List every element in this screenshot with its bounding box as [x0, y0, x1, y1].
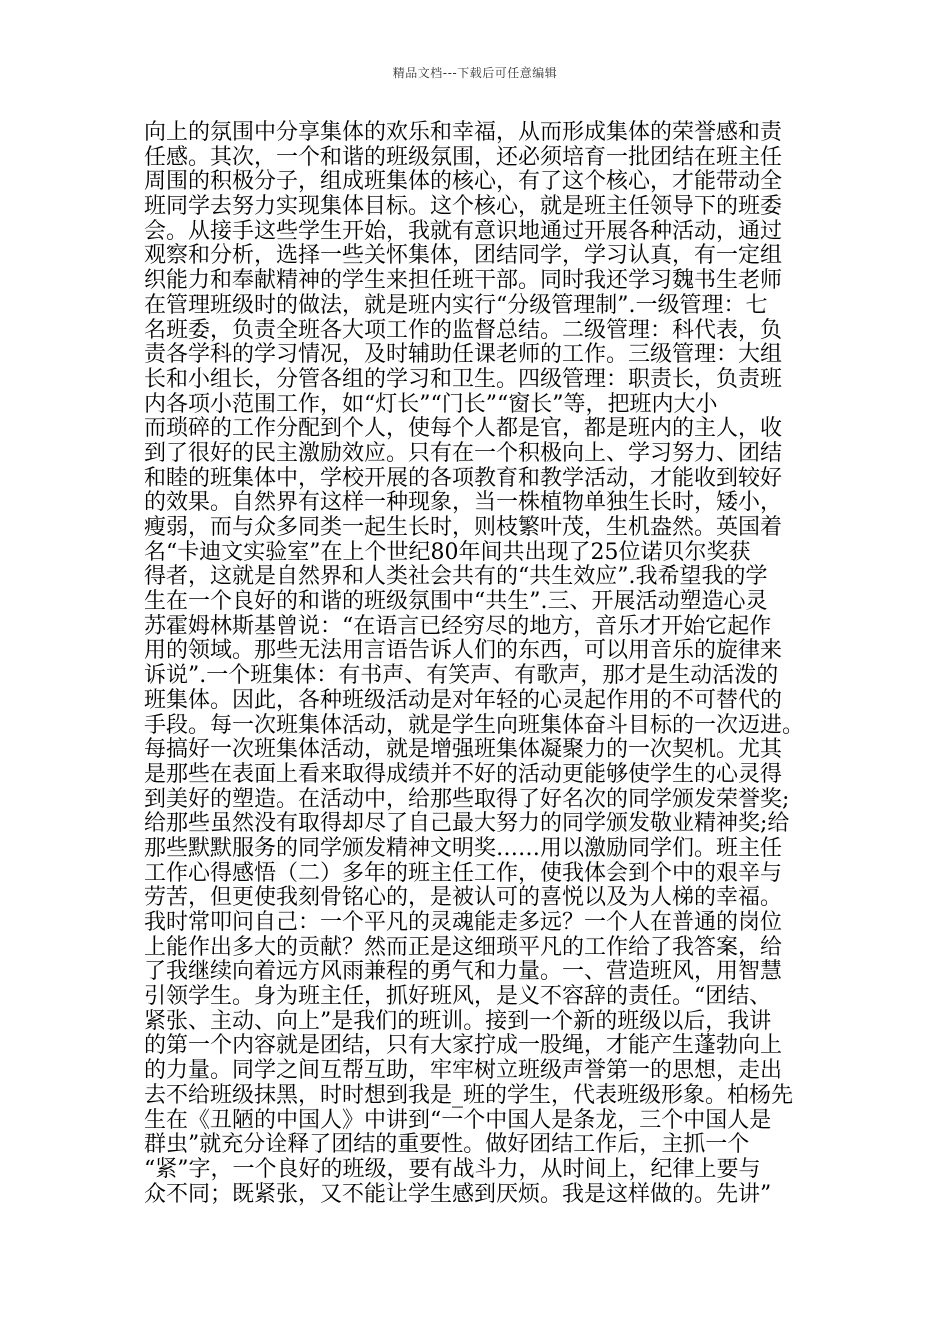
text-line: 众不同；既紧张，又不能让学生感到厌烦。我是这样做的。先讲”	[144, 1181, 772, 1207]
text-line: 是那些在表面上看来取得成绩并不好的活动更能够使学生的心灵得	[144, 761, 783, 787]
text-line: 向上的氛围中分享集体的欢乐和幸福，从而形成集体的荣誉感和责	[144, 120, 783, 145]
document-body	[144, 121, 814, 1207]
text-line: 每搞好一次班集体活动，就是增强班集体凝聚力的一次契机。尤其	[144, 737, 783, 763]
text-line: 任感。其次，一个和谐的班级氛围，还必须培育一批团结在班主任	[144, 144, 783, 170]
text-line: 生在《丑陋的中国人》中讲到“一个中国人是条龙，三个中国人是	[144, 1107, 772, 1133]
text-line: 的效果。自然界有这样一种现象，当一株植物单独生长时，矮小，	[144, 490, 783, 516]
text-line: 在管理班级时的做法，就是班内实行“分级管理制”.一级管理：七	[144, 292, 768, 318]
text-line: 的力量。同学之间互帮互助，牢牢树立班级声誉第一的思想，走出	[144, 1058, 783, 1084]
text-line: 上能作出多大的贡献？然而正是这细琐平凡的工作给了我答案，给	[144, 934, 783, 960]
text-line: 的第一个内容就是团结，只有大家拧成一股绳，才能产生蓬勃向上	[144, 1033, 783, 1059]
text-line: 和睦的班集体中，学校开展的各项教育和教学活动，才能收到较好	[144, 465, 783, 491]
text-line: 名“卡迪文实验室”在上个世纪80年间共出现了25位诺贝尔奖获	[144, 539, 751, 565]
text-line: 苏霍姆林斯基曾说：“在语言已经穷尽的地方，音乐才开始它起作	[144, 613, 772, 639]
text-line: 瘦弱，而与众多同类一起生长时，则枝繁叶茂，生机盎然。英国着	[144, 515, 783, 540]
text-line: 工作心得感悟（二）多年的班主任工作，使我体会到个中的艰辛与	[144, 860, 783, 886]
text-line: 周围的积极分子，组成班集体的核心，有了这个核心，才能带动全	[144, 169, 783, 195]
text-line: 会。从接手这些学生开始，我就有意识地通过开展各种活动，通过	[144, 218, 783, 244]
text-line: 群虫”就充分诠释了团结的重要性。做好团结工作后，主抓一个	[144, 1132, 750, 1158]
text-line: 我时常叩问自己：一个平凡的灵魂能走多远？一个人在普通的岗位	[144, 910, 783, 935]
text-line: 到美好的塑造。在活动中，给那些取得了好名次的同学颁发荣誉奖;	[144, 786, 790, 812]
text-line: 用的领域。那些无法用言语告诉人们的东西，可以用音乐的旋律来	[144, 638, 783, 664]
text-line: 那些默默服务的同学颁发精神文明奖……用以激励同学们。班主任	[144, 835, 783, 861]
text-line: 得者，这就是自然界和人类社会共有的“共生效应”.我希望我的学	[144, 564, 768, 590]
text-line: “紧”字，一个良好的班级，要有战斗力，从时间上，纪律上要与	[144, 1156, 761, 1182]
text-line: 紧张、主动、向上”是我们的班训。接到一个新的班级以后，我讲	[144, 1008, 772, 1034]
text-line: 去不给班级抹黑，时时想到我是_班的学生，代表班级形象。柏杨先	[144, 1082, 794, 1108]
text-line: 织能力和奉献精神的学生来担任班干部。同时我还学习魏书生老师	[144, 268, 783, 294]
text-line: 班同学去努力实现集体目标。这个核心，就是班主任领导下的班委	[144, 194, 783, 220]
text-line: 生在一个良好的和谐的班级氛围中“共生”.三、开展活动塑造心灵	[144, 589, 768, 615]
text-line: 而琐碎的工作分配到个人，使每个人都是官，都是班内的主人，收	[144, 416, 783, 442]
text-line: 到了很好的民主激励效应。只有在一个积极向上、学习努力、团结	[144, 440, 783, 466]
text-line: 责各学科的学习情况，及时辅助任课老师的工作。三级管理：大组	[144, 342, 783, 368]
text-line: 内各项小范围工作，如“灯长”“门长”“窗长”等，把班内大小	[144, 391, 718, 417]
text-line: 观察和分析，选择一些关怀集体，团结同学，学习认真，有一定组	[144, 243, 783, 269]
text-line: 班集体。因此，各种班级活动是对年轻的心灵起作用的不可替代的	[144, 687, 783, 713]
text-line: 手段。每一次班集体活动，就是学生向班集体奋斗目标的一次迈进。	[144, 712, 805, 738]
text-line: 引领学生。身为班主任，抓好班风，是义不容辞的责任。“团结、	[144, 984, 772, 1010]
document-header: 精品文档---下载后可任意编辑	[392, 66, 558, 80]
text-line: 长和小组长，分管各组的学习和卫生。四级管理：职责长，负责班	[144, 366, 783, 392]
text-line: 诉说”.一个班集体：有书声、有笑声、有歌声，那才是生动活泼的	[144, 663, 779, 689]
text-line: 名班委，负责全班各大项工作的监督总结。二级管理：科代表，负	[144, 317, 783, 343]
text-line: 给那些虽然没有取得却尽了自己最大努力的同学颁发敬业精神奖;给	[144, 811, 790, 837]
text-line: 劳苦，但更使我刻骨铭心的，是被认可的喜悦以及为人梯的幸福。	[144, 885, 783, 911]
text-line: 了我继续向着远方风雨兼程的勇气和力量。一、营造班风，用智慧	[144, 959, 783, 985]
